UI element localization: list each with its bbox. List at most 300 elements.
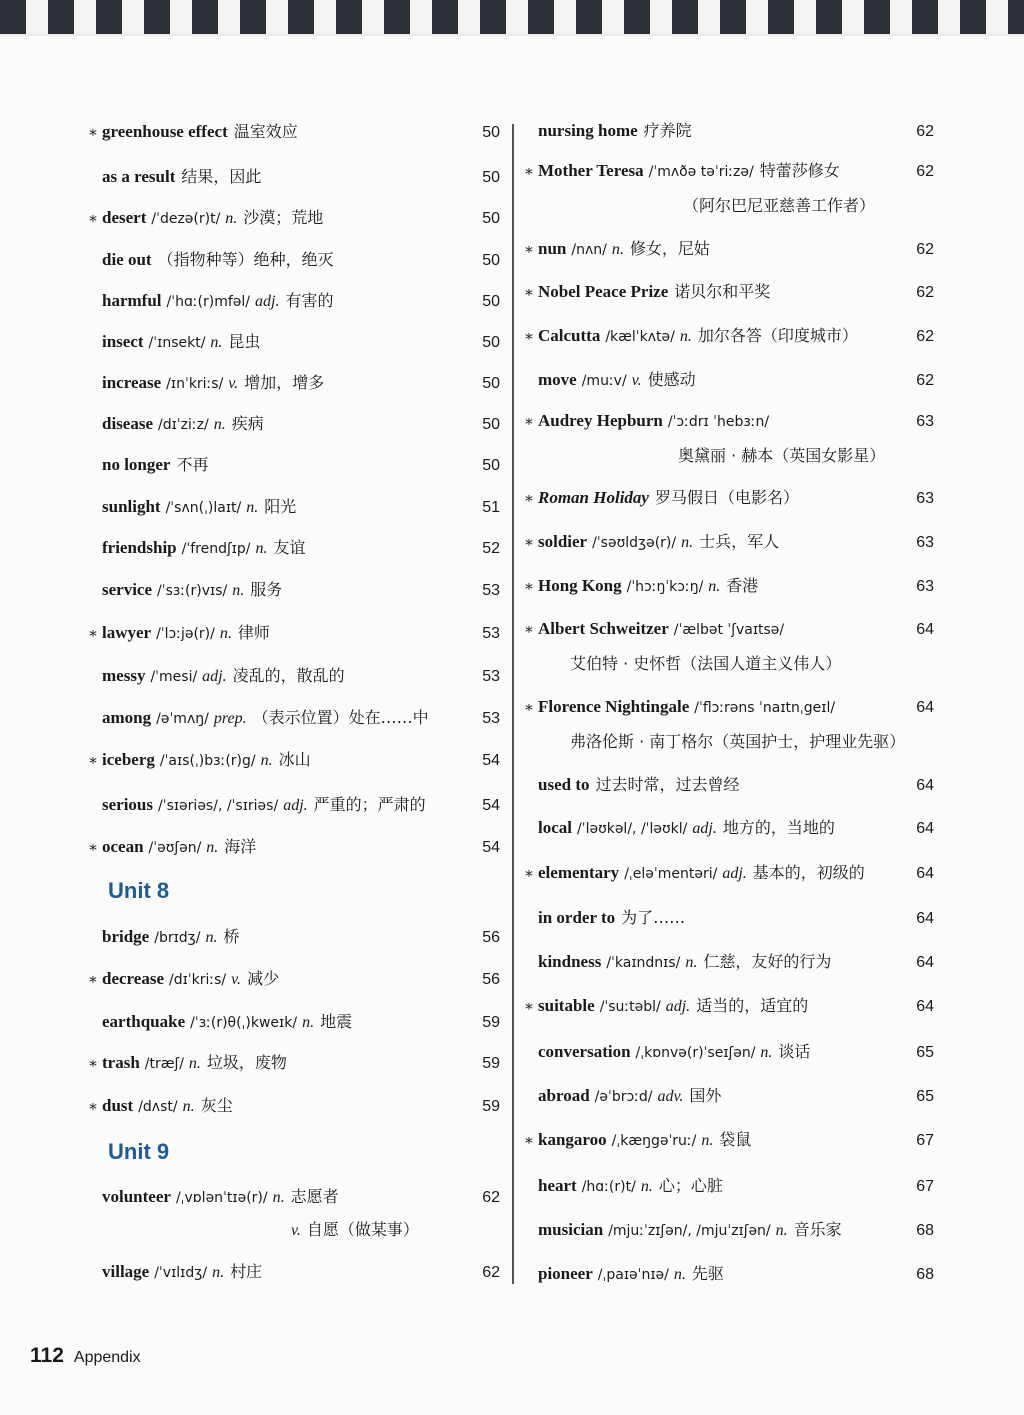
entry-definition: 音乐家 [793,1220,842,1239]
entry-phonetic: /brɪdʒ/ [154,930,201,946]
entry-definition: 罗马假日（电影名） [654,488,799,507]
entry-definition: 阳光 [264,497,297,516]
entry-word: friendship [102,538,177,557]
entry-word: conversation [538,1042,631,1061]
entry-word: abroad [538,1086,590,1105]
entry-page-number: 68 [916,1222,934,1239]
vocab-entry [520,903,934,933]
entry-part-of-speech: n. [611,241,624,258]
vocab-entry [84,618,500,648]
unit-9-heading: Unit 9 [108,1139,170,1164]
entry-word: nursing home [538,121,638,140]
entry-page-number: 50 [482,252,500,269]
entry-phonetic: /ɪnˈkriːs/ [166,376,224,392]
vocab-entry [84,661,500,691]
entry-page-number: 63 [916,413,934,430]
entry-phonetic: /ˈlɔːjə(r)/ [156,626,215,642]
entry-part-of-speech: n. [679,328,692,345]
entry-page-number: 62 [482,1189,500,1206]
entry-phonetic: /ˌeləˈmentəri/ [624,866,718,882]
vocab-entry [84,1182,500,1212]
entry-page-number: 67 [916,1132,934,1149]
vocab-entry [84,327,500,357]
vocab-entry [520,116,934,146]
entry-part-of-speech: v. [631,372,642,389]
entry-part-of-speech: n. [708,578,721,595]
entry-part-of-speech: n. [232,582,245,599]
vocab-entry [520,1171,934,1201]
vocab-entry [84,450,500,480]
entry-definition: 律师 [237,623,270,642]
entry-word: sunlight [102,497,161,516]
entry-part-of-speech: adj. [283,797,308,814]
entry-page-number: 64 [916,954,934,971]
entry-definition: 先驱 [691,1264,724,1283]
entry-word: Hong Kong [538,576,622,595]
entry-phonetic: /ˈɪnsekt/ [148,335,206,351]
vocab-entry [84,1048,500,1078]
entry-word: among [102,708,152,727]
entry-part-of-speech: n. [246,499,259,516]
entry-phonetic: /ˈdezə(r)t/ [151,211,221,227]
entry-page-number: 53 [482,582,500,599]
entry-word: serious [102,795,153,814]
entry-definition: 基本的，初级的 [752,863,865,882]
vocab-entry [84,409,500,439]
entry-part-of-speech: n. [188,1055,201,1072]
vocab-entry [84,745,500,775]
entry-definition: 桥 [223,927,240,946]
entry-phonetic: /ˈflɔːrəns ˈnaɪtnˌgeɪl/ [694,700,836,716]
entry-star-marker: ∗ [523,864,535,882]
entry-part-of-speech: n. [681,534,694,551]
entry-definition: 有害的 [285,291,334,310]
entry-phonetic: /ˌkæŋgəˈruː/ [611,1133,697,1149]
entry-word: service [102,580,153,599]
entry-part-of-speech: n. [255,540,268,557]
entry-definition: 香港 [726,576,759,595]
vocab-entry [84,162,500,192]
entry-word: Roman Holiday [538,488,649,507]
entry-phonetic: /ˈɔːdrɪ ˈhebɜːn/ [667,414,770,430]
entry-definition: 仁慈，友好的行为 [703,952,832,971]
entry-phonetic: /nʌn/ [571,242,607,258]
entry-definition: 过去时常，过去曾经 [595,775,740,794]
entry-part-of-speech: adj. [255,293,280,310]
vocab-entry [520,947,934,977]
entry-star-marker: ∗ [523,620,535,638]
entry-phonetic: /ˈmesi/ [150,669,198,685]
entry-page-number: 54 [482,752,500,769]
entry-star-marker: ∗ [87,209,99,227]
entry-phonetic: /ˌpaɪəˈnɪə/ [597,1267,669,1283]
entry-part-of-speech: n. [775,1222,788,1239]
entry-definition: 温室效应 [233,122,298,141]
section-label: Appendix [73,1349,141,1366]
entry-definition: 严重的；严肃的 [313,795,426,814]
entry-page-number: 63 [916,578,934,595]
entry-page-number: 65 [916,1088,934,1105]
entry-part-of-speech: n. [182,1098,195,1115]
entry-star-marker: ∗ [523,412,535,430]
entry-word: heart [538,1176,577,1195]
entry-part-of-speech: n. [206,839,219,856]
entry-page-number: 59 [482,1014,500,1031]
entry-word: volunteer [102,1187,171,1206]
entry-word: in order to [538,908,616,927]
vocab-entry [520,1215,934,1245]
entry-phonetic: /dɪˈziːz/ [158,417,209,433]
vocab-entry [520,813,934,843]
vocab-entry [84,492,500,522]
entry-definition: 志愿者 [290,1187,339,1206]
entry-definition: 凌乱的，散乱的 [232,666,345,685]
entry-page-number: 64 [916,910,934,927]
entry-word: Florence Nightingale [538,697,690,716]
entry-page-number: 64 [916,998,934,1015]
entry-word: greenhouse effect [102,122,228,141]
entry-star-marker: ∗ [87,1054,99,1072]
entry-definition: 灰尘 [200,1096,233,1115]
entry-word: musician [538,1220,604,1239]
entry-part-of-speech: n. [685,954,698,971]
entry-definition: 不再 [176,455,209,474]
entry-part-of-speech: n. [760,1044,773,1061]
page-footer [30,1344,141,1368]
vocab-entry [84,368,500,398]
entry-definition: 沙漠；荒地 [243,208,324,227]
entry-part-of-speech: n. [272,1189,285,1206]
column-divider [512,124,514,1284]
entry-part-of-speech: adj. [692,820,717,837]
vocab-entry [520,234,934,264]
entry-continuation: 弗洛伦斯 · 南丁格尔（英国护士，护理业先驱） [570,732,906,751]
entry-definition: 为了…… [621,908,686,927]
entry-part-of-speech: adj. [722,865,747,882]
entry-word: iceberg [102,750,155,769]
entry-page-number: 56 [482,929,500,946]
entry-star-marker: ∗ [87,1097,99,1115]
entry-definition: 国外 [689,1086,722,1105]
entry-word: elementary [538,863,620,882]
entry-word: pioneer [538,1264,593,1283]
entry-word: harmful [102,291,162,310]
entry-word: kindness [538,952,602,971]
entry-phonetic: /dɪˈkriːs/ [169,972,227,988]
entry-word: die out [102,250,152,269]
entry-definition: 村庄 [230,1262,263,1281]
entry-definition: 结果，因此 [181,167,262,186]
entry-definition: 袋鼠 [719,1130,752,1149]
entry-phonetic: /ˈsɜː(r)vɪs/ [157,583,228,599]
entry-word: nun [538,239,567,258]
entry-definition: 冰山 [278,750,311,769]
entry-definition: 疗养院 [643,121,692,140]
entry-star-marker: ∗ [523,698,535,716]
entry-word: Mother Teresa [538,161,644,180]
vocab-entry [84,1091,500,1121]
entry-phonetic: /muːv/ [581,373,627,389]
entry-page-number: 62 [916,328,934,345]
vocab-entry [520,156,934,186]
entry-word: lawyer [102,623,152,642]
entry-star-marker: ∗ [523,1131,535,1149]
vocab-entry [520,614,934,644]
entry-page-number: 62 [916,284,934,301]
entry-star-marker: ∗ [87,123,99,141]
entry-phonetic: /ˌkɒnvə(r)ˈseɪʃən/ [635,1045,756,1061]
entry-star-marker: ∗ [523,489,535,507]
vocab-entry [84,286,500,316]
entry-word: suitable [538,996,595,1015]
entry-page-number: 62 [482,1264,500,1281]
entry-part-of-speech: v. [231,971,242,988]
vocab-entry [84,245,500,275]
entry-definition: 诺贝尔和平奖 [674,282,771,301]
entry-word: kangaroo [538,1130,607,1149]
entry-page-number: 68 [916,1266,934,1283]
entry-word: used to [538,775,590,794]
vocab-entry [520,1125,934,1155]
entry-page-number: 51 [482,499,500,516]
entry-phonetic: /əˈbrɔːd/ [594,1089,653,1105]
entry-word: earthquake [102,1012,186,1031]
vocab-entry [84,203,500,233]
entry-star-marker: ∗ [523,162,535,180]
entry-continuation: （阿尔巴尼亚慈善工作者） [683,196,876,215]
vocab-entry [520,858,934,888]
vocab-entry [84,922,500,952]
entry-continuation: v. 自愿（做某事） [291,1220,419,1239]
entry-page-number: 62 [916,163,934,180]
vocab-entry [520,277,934,307]
entry-page-number: 50 [482,210,500,227]
vocab-entry [84,575,500,605]
entry-phonetic: /ˈəʊʃən/ [148,840,202,856]
entry-word: messy [102,666,146,685]
entry-phonetic: /ˈkaɪndnɪs/ [606,955,681,971]
vocab-entry [520,365,934,395]
entry-phonetic: /træʃ/ [144,1056,184,1072]
entry-continuation: 艾伯特 · 史怀哲（法国人道主义伟人） [570,654,842,673]
entry-definition: 使感动 [647,370,696,389]
entry-page-number: 50 [482,375,500,392]
entry-phonetic: /dʌst/ [138,1099,178,1115]
entry-continuation: 奥黛丽 · 赫本（英国女影星） [678,446,886,465]
entry-phonetic: /əˈmʌŋ/ [156,711,209,727]
entry-phonetic: /ˈləʊkəl/, /ˈləʊkl/ [577,821,688,837]
entry-page-number: 64 [916,820,934,837]
entry-phonetic: /ˈsəʊldʒə(r)/ [592,535,677,551]
entry-definition: 昆虫 [228,332,261,351]
entry-word: increase [102,373,162,392]
entry-page-number: 50 [482,169,500,186]
entry-star-marker: ∗ [87,624,99,642]
entry-page-number: 54 [482,797,500,814]
entry-word: move [538,370,577,389]
entry-page-number: 63 [916,534,934,551]
entry-page-number: 53 [482,710,500,727]
entry-star-marker: ∗ [523,327,535,345]
entry-word: local [538,818,572,837]
entry-definition: （指物种等）绝种，绝灭 [157,250,334,269]
entry-star-marker: ∗ [87,838,99,856]
vocab-entry [520,770,934,800]
entry-star-marker: ∗ [87,970,99,988]
vocab-entry [520,527,934,557]
entry-part-of-speech: n. [205,929,218,946]
entry-phonetic: /hɑː(r)t/ [581,1179,636,1195]
entry-page-number: 56 [482,971,500,988]
entry-definition: 地震 [320,1012,353,1031]
entry-part-of-speech: v. [228,375,239,392]
entry-definition: 垃圾，废物 [206,1053,287,1072]
unit-8-heading: Unit 8 [108,878,170,903]
entry-page-number: 64 [916,621,934,638]
entry-definition: 心；心脏 [658,1176,723,1195]
entry-part-of-speech: adv. [657,1088,684,1105]
entry-part-of-speech: n. [302,1014,315,1031]
entry-star-marker: ∗ [523,533,535,551]
entry-definition: （表示位置）处在……中 [252,708,429,727]
entry-page-number: 62 [916,241,934,258]
entry-word: disease [102,414,153,433]
entry-phonetic: /ˈælbət ˈʃvaɪtsə/ [673,622,785,638]
entry-part-of-speech: n. [225,210,238,227]
entry-phonetic: /ˈɜː(r)θ(ˌ)kweɪk/ [190,1015,298,1031]
entry-part-of-speech: prep. [213,710,247,727]
entry-star-marker: ∗ [523,577,535,595]
vocab-entry [84,533,500,563]
entry-word: as a result [102,167,176,186]
entry-definition: 士兵，军人 [699,532,780,551]
entry-star-marker: ∗ [523,997,535,1015]
vocab-entry [84,117,500,147]
entry-part-of-speech: n. [219,625,232,642]
entry-definition: 修女，尼姑 [629,239,710,258]
entry-word: dust [102,1096,134,1115]
entry-page-number: 59 [482,1098,500,1115]
entry-star-marker: ∗ [523,283,535,301]
entry-phonetic: /ˈaɪs(ˌ)bɜː(r)g/ [159,753,256,769]
vocab-entry [84,703,500,733]
vocab-entry [84,1007,500,1037]
entry-page-number: 50 [482,293,500,310]
entry-definition: 谈话 [778,1042,811,1061]
entry-word: decrease [102,969,164,988]
entry-word: ocean [102,837,144,856]
vocab-entry [520,692,934,722]
vocab-entry [520,321,934,351]
entry-part-of-speech: n. [673,1266,686,1283]
entry-definition: 疾病 [231,414,264,433]
entry-word: trash [102,1053,140,1072]
vocab-entry [520,1081,934,1111]
entry-phonetic: /ˈhɑː(r)mfəl/ [166,294,251,310]
entry-page-number: 50 [482,334,500,351]
entry-definition: 增加，增多 [244,373,325,392]
vocab-entry [84,832,500,862]
entry-definition: 海洋 [224,837,257,856]
entry-part-of-speech: n. [213,416,226,433]
entry-phonetic: /ˈvɪlɪdʒ/ [154,1265,208,1281]
entry-definition: 减少 [247,969,280,988]
entry-page-number: 50 [482,124,500,141]
vocab-entry [84,964,500,994]
entry-page-number: 62 [916,372,934,389]
entry-page-number: 63 [916,490,934,507]
entry-word: soldier [538,532,588,551]
entry-page-number: 64 [916,699,934,716]
page-number: 112 [30,1344,64,1367]
entry-star-marker: ∗ [523,240,535,258]
entry-word: Nobel Peace Prize [538,282,669,301]
entry-word: Calcutta [538,326,601,345]
entry-word: village [102,1262,150,1281]
entry-page-number: 53 [482,668,500,685]
vocab-entry [520,1259,934,1289]
entry-page-number: 62 [916,123,934,140]
entry-part-of-speech: n. [212,1264,225,1281]
entry-page-number: 50 [482,457,500,474]
entry-page-number: 64 [916,865,934,882]
entry-phonetic: /ˈsuːtəbl/ [599,999,661,1015]
entry-word: no longer [102,455,171,474]
entry-phonetic: /kælˈkʌtə/ [605,329,675,345]
entry-definition: 友谊 [273,538,306,557]
vocab-entry [520,1037,934,1067]
entry-definition: 适当的，适宜的 [696,996,809,1015]
entry-phonetic: /ˈsɪəriəs/, /ˈsɪriəs/ [158,798,279,814]
entry-page-number: 59 [482,1055,500,1072]
entry-part-of-speech: n. [640,1178,653,1195]
entry-definition: 服务 [250,580,283,599]
entry-definition: 特蕾莎修女 [759,161,840,180]
binding-strip [0,0,1024,36]
entry-word: desert [102,208,147,227]
entry-star-marker: ∗ [87,751,99,769]
entry-page-number: 65 [916,1044,934,1061]
entry-part-of-speech: adj. [665,998,691,1015]
entry-word: bridge [102,927,150,946]
entry-page-number: 53 [482,625,500,642]
entry-phonetic: /mjuːˈzɪʃən/, /mjuˈzɪʃən/ [608,1223,771,1239]
entry-page-number: 64 [916,777,934,794]
entry-page-number: 50 [482,416,500,433]
vocab-entry [520,571,934,601]
entry-phonetic: /ˈsʌn(ˌ)laɪt/ [165,500,242,516]
vocab-entry [520,483,934,513]
entry-part-of-speech: adj. [202,668,227,685]
vocab-entry [520,991,934,1021]
entry-word: Albert Schweitzer [538,619,669,638]
entry-definition: 加尔各答（印度城市） [697,326,858,345]
entry-page-number: 67 [916,1178,934,1195]
entry-word: insect [102,332,144,351]
entry-page-number: 54 [482,839,500,856]
vocab-entry [84,1257,500,1287]
entry-word: Audrey Hepburn [538,411,663,430]
entry-part-of-speech: n. [701,1132,714,1149]
vocab-entry [520,406,934,436]
entry-part-of-speech: n. [210,334,223,351]
entry-page-number: 52 [482,540,500,557]
vocab-entry [84,790,500,820]
entry-phonetic: /ˈfrendʃɪp/ [181,541,251,557]
entry-definition: 地方的，当地的 [722,818,835,837]
entry-phonetic: /ˈmʌðə təˈriːzə/ [648,164,754,180]
entry-phonetic: /ˈhɔːŋˈkɔːŋ/ [626,579,704,595]
